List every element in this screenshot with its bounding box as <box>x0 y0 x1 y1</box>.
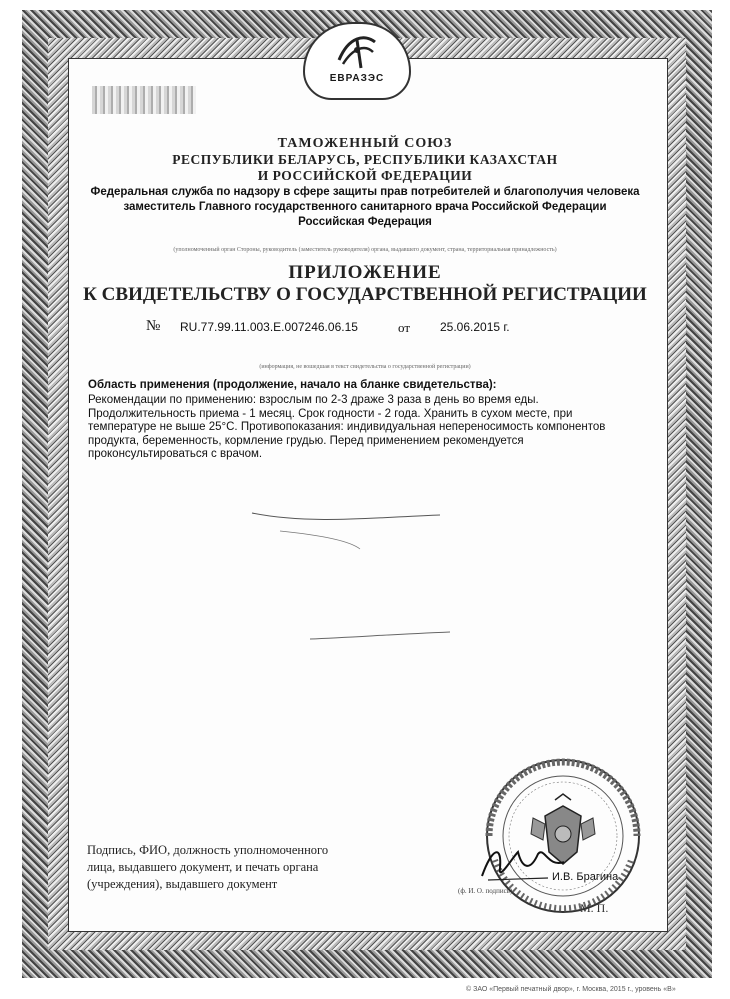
header-republics: РЕСПУБЛИКИ БЕЛАРУСЬ, РЕСПУБЛИКИ КАЗАХСТАН <box>172 152 558 167</box>
signer-caption: (ф. И. О. подпись) <box>458 887 513 895</box>
printer-imprint: © ЗАО «Первый печатный двор», г. Москва, 2015 г., уровень «В» <box>466 986 676 993</box>
pen-marks <box>240 505 450 655</box>
registration-number: RU.77.99.11.003.E.007246.06.15 <box>180 320 358 334</box>
header-federation: И РОССИЙСКОЙ ФЕДЕРАЦИИ <box>257 168 473 183</box>
registration-caption: (информация, не вошедшая в текст свидетельства о государственной регистрации) <box>259 364 471 370</box>
number-label: № <box>146 318 161 334</box>
signature-requirements: Подпись, ФИО, должность уполномоченного лица, выдавшего документ, и печать органа (учреждения), выдавшего документ <box>87 843 329 891</box>
seal-place-label: М. П. <box>580 901 609 915</box>
application-text: Рекомендации по применению: взрослым по 2-3 драже 3 раза в день во время еды. Продолжительность приема - 1 месяц. Срок годности - 2 года. Хранить в сухом месте, при температуре не выше 25°С. Противопоказания: индивидуальная непереносимость компонентов продукта, беременность, кормление грудью. Перед применением рекомендуется проконсультироваться с врачом. <box>88 394 606 460</box>
title-appendix: ПРИЛОЖЕНИЕ <box>288 262 442 283</box>
signer-name: И.В. Брагина <box>552 871 619 883</box>
emblem-label: ЕВРАЗЭС <box>329 73 385 84</box>
hologram-strip <box>92 86 196 114</box>
org-country: Российская Федерация <box>298 216 432 228</box>
title-certificate: К СВИДЕТЕЛЬСТВУ О ГОСУДАРСТВЕННОЙ РЕГИСТРАЦИИ <box>83 284 647 305</box>
org-position: заместитель Главного государственного санитарного врача Российской Федерации <box>123 201 607 213</box>
application-heading: Область применения (продолжение, начало на бланке свидетельства): <box>88 379 497 391</box>
header-union: ТАМОЖЕННЫЙ СОЮЗ <box>277 136 453 151</box>
org-name: Федеральная служба по надзору в сфере защиты прав потребителей и благополучия человека <box>90 186 640 198</box>
org-caption: (уполномоченный орган Стороны, руководитель (заместитель руководителя) органа, выдавшего документ, страна, территориальная принадлежность) <box>173 247 557 253</box>
registration-date: 25.06.2015 г. <box>440 320 510 334</box>
date-label: от <box>398 320 411 335</box>
eurasec-logo-icon <box>335 30 379 72</box>
